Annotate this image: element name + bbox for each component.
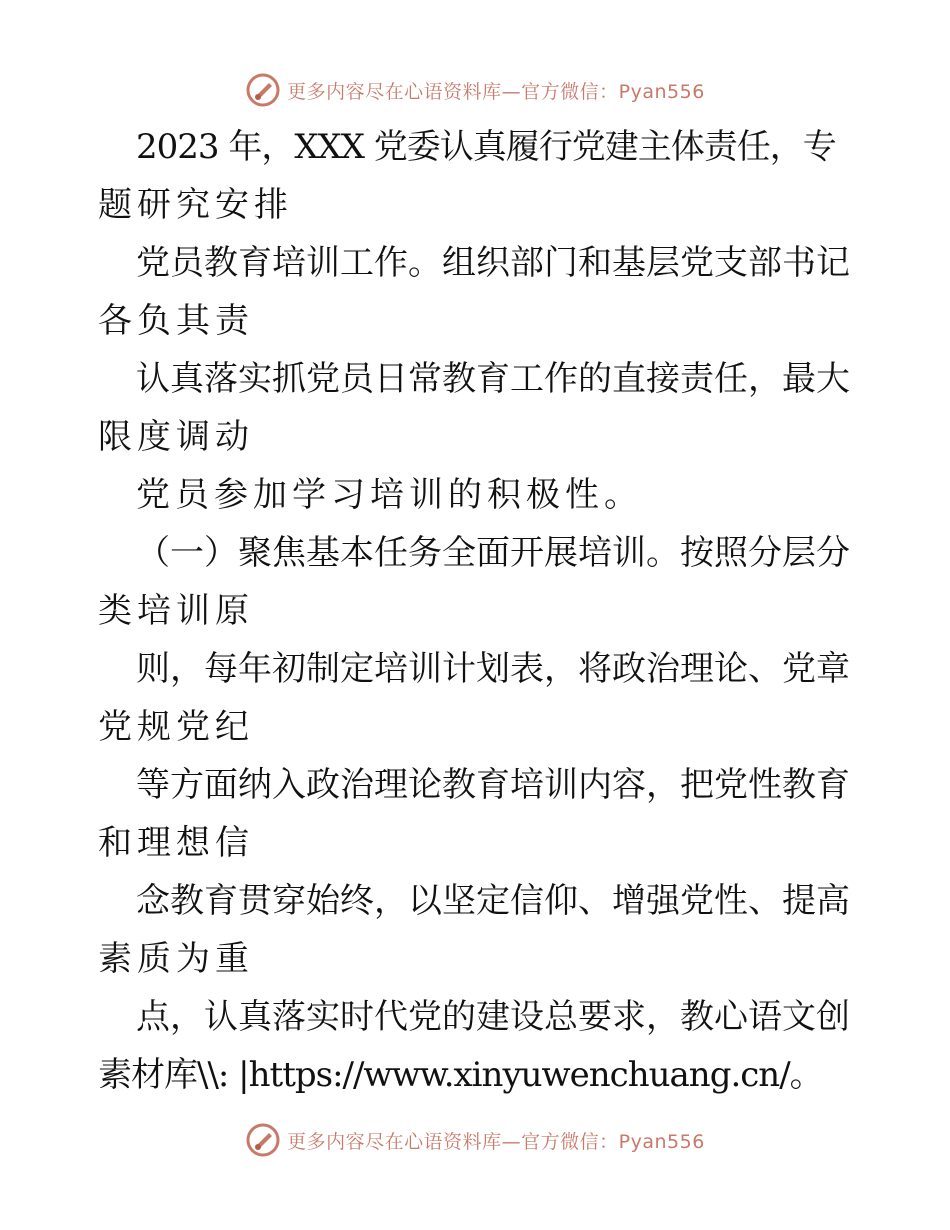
section-heading-line: （一）聚焦基本任务全面开展培训。按照分层分 [136,533,850,573]
text-line: 各负其责 [98,301,254,341]
text-line: 限度调动 [98,417,254,457]
seal-logo-icon [245,72,281,108]
header-watermark [0,70,950,110]
text-line-url: 素材库\\: |https://www.xinyuwenchuang.cn/。 [98,1055,823,1095]
text-line: 和理想信 [98,823,254,863]
text-line: 念教育贯穿始终，以坚定信仰、增强党性、提高 [136,881,850,921]
text-line: 素质为重 [98,939,254,979]
footer-watermark-text: 更多内容尽在心语资料库—官方微信：Pyan556 [287,1130,705,1153]
text-line: 党员教育培训工作。组织部门和基层党支部书记 [136,243,850,283]
text-line: 党员参加学习培训的积极性。 [136,475,643,515]
header-watermark-text: 更多内容尽在心语资料库—官方微信：Pyan556 [287,80,705,103]
text-line: 认真落实抓党员日常教育工作的直接责任，最大 [136,359,850,399]
footer-watermark [0,1120,950,1160]
text-line: 则，每年初制定培训计划表，将政治理论、党章 [136,649,850,689]
text-line: 党规党纪 [98,707,254,747]
text-line: 2023 年，XXX 党委认真履行党建主体责任，专 [136,127,836,167]
text-line: 题研究安排 [98,185,293,225]
text-line: 类培训原 [98,591,254,631]
text-line: 等方面纳入政治理论教育培训内容，把党性教育 [136,765,850,805]
text-line: 点，认真落实时代党的建设总要求，教心语文创 [136,997,850,1037]
document-body [98,118,858,1104]
seal-logo-icon [245,1122,281,1158]
